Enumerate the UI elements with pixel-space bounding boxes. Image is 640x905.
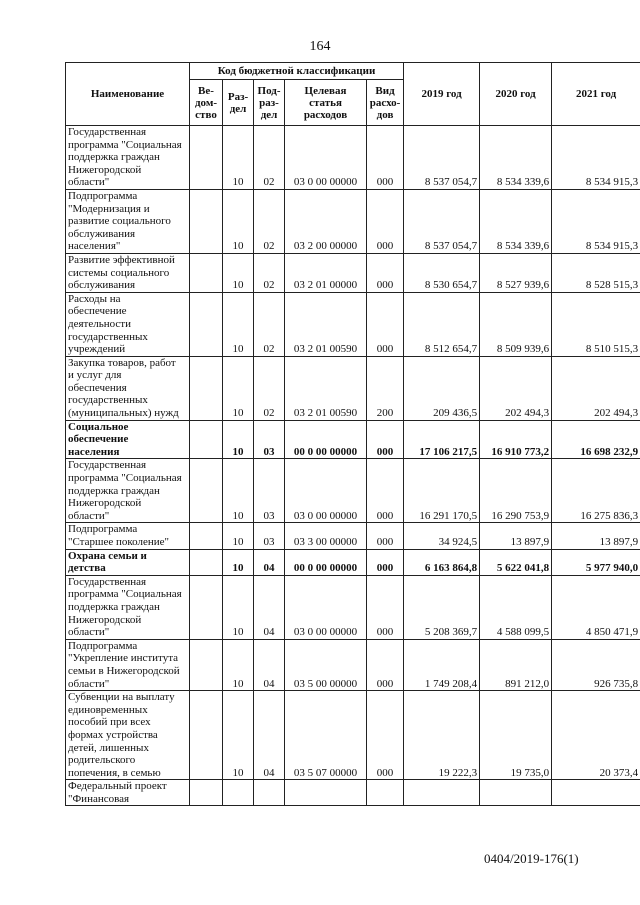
row-vedomstvo <box>190 459 223 523</box>
table-row <box>66 420 640 459</box>
row-value-2020: 16 910 773,2 <box>480 420 552 459</box>
row-vedomstvo <box>190 780 223 806</box>
row-name: Охрана семьи и детства <box>66 549 190 575</box>
row-vedomstvo <box>190 189 223 253</box>
row-expense-type: 000 <box>367 189 404 253</box>
table-body <box>66 126 640 806</box>
row-value-2019: 8 537 054,7 <box>404 126 480 190</box>
row-razdel: 10 <box>223 691 254 780</box>
table-row <box>66 639 640 690</box>
row-value-2020: 5 622 041,8 <box>480 549 552 575</box>
row-vedomstvo <box>190 549 223 575</box>
row-vedomstvo <box>190 575 223 639</box>
table-row <box>66 459 640 523</box>
table-row <box>66 780 640 806</box>
page-number: 164 <box>309 39 331 54</box>
row-value-2021 <box>552 780 640 806</box>
row-value-2019: 5 208 369,7 <box>404 575 480 639</box>
row-podrazdel: 02 <box>254 253 285 292</box>
table-row <box>66 549 640 575</box>
header-code-group: Код бюджетной классификации <box>190 63 404 80</box>
row-value-2020 <box>480 780 552 806</box>
row-vedomstvo <box>190 126 223 190</box>
row-podrazdel: 03 <box>254 523 285 549</box>
budget-table <box>65 62 640 806</box>
row-name: Государственная программа "Социальная поддержка граждан Нижегородской области" <box>66 575 190 639</box>
table-row <box>66 575 640 639</box>
row-target-article: 03 0 00 00000 <box>285 459 367 523</box>
row-value-2020: 8 534 339,6 <box>480 126 552 190</box>
row-name: Субвенции на выплату единовременных пособий при всех формах устройства детей, лишенных родительского попечения, в семью <box>66 691 190 780</box>
row-value-2019 <box>404 780 480 806</box>
row-razdel: 10 <box>223 126 254 190</box>
row-value-2019: 209 436,5 <box>404 356 480 420</box>
row-target-article: 03 0 00 00000 <box>285 126 367 190</box>
row-value-2021: 8 534 915,3 <box>552 189 640 253</box>
header-vedomstvo: Ве- дом- ство <box>190 80 223 126</box>
row-podrazdel: 04 <box>254 639 285 690</box>
row-value-2020: 202 494,3 <box>480 356 552 420</box>
row-value-2021: 13 897,9 <box>552 523 640 549</box>
header-target: Целевая статья расходов <box>285 80 367 126</box>
row-vedomstvo <box>190 691 223 780</box>
table-row <box>66 126 640 190</box>
row-name: Подпрограмма "Модернизация и развитие социального обслуживания населения" <box>66 189 190 253</box>
row-razdel: 10 <box>223 356 254 420</box>
row-razdel: 10 <box>223 420 254 459</box>
row-expense-type: 000 <box>367 420 404 459</box>
row-value-2020: 891 212,0 <box>480 639 552 690</box>
row-podrazdel: 02 <box>254 189 285 253</box>
row-expense-type: 000 <box>367 126 404 190</box>
row-value-2021: 20 373,4 <box>552 691 640 780</box>
row-value-2021: 8 528 515,3 <box>552 253 640 292</box>
header-vid: Вид расхо- дов <box>367 80 404 126</box>
row-vedomstvo <box>190 639 223 690</box>
header-name: Наименование <box>66 63 190 126</box>
row-expense-type: 200 <box>367 356 404 420</box>
row-expense-type: 000 <box>367 292 404 356</box>
row-value-2021: 926 735,8 <box>552 639 640 690</box>
table-row <box>66 691 640 780</box>
row-target-article: 00 0 00 00000 <box>285 420 367 459</box>
row-razdel: 10 <box>223 292 254 356</box>
row-razdel: 10 <box>223 253 254 292</box>
row-podrazdel: 02 <box>254 292 285 356</box>
row-target-article: 03 5 00 00000 <box>285 639 367 690</box>
header-2020: 2020 год <box>480 63 552 126</box>
row-target-article: 03 2 01 00590 <box>285 292 367 356</box>
row-value-2019: 6 163 864,8 <box>404 549 480 575</box>
row-name: Социальное обеспечение населения <box>66 420 190 459</box>
row-value-2021: 5 977 940,0 <box>552 549 640 575</box>
table-row <box>66 292 640 356</box>
row-vedomstvo <box>190 292 223 356</box>
row-expense-type: 000 <box>367 253 404 292</box>
row-razdel: 10 <box>223 549 254 575</box>
row-value-2020: 8 509 939,6 <box>480 292 552 356</box>
row-value-2019: 17 106 217,5 <box>404 420 480 459</box>
row-value-2019: 8 530 654,7 <box>404 253 480 292</box>
row-razdel: 10 <box>223 575 254 639</box>
row-podrazdel <box>254 780 285 806</box>
row-podrazdel: 04 <box>254 549 285 575</box>
row-razdel: 10 <box>223 639 254 690</box>
row-target-article: 03 2 01 00000 <box>285 253 367 292</box>
header-2021: 2021 год <box>552 63 640 126</box>
row-target-article: 00 0 00 00000 <box>285 549 367 575</box>
row-razdel: 10 <box>223 459 254 523</box>
row-target-article: 03 0 00 00000 <box>285 575 367 639</box>
row-expense-type: 000 <box>367 549 404 575</box>
row-name: Государственная программа "Социальная поддержка граждан Нижегородской области" <box>66 459 190 523</box>
row-value-2019: 1 749 208,4 <box>404 639 480 690</box>
row-value-2020: 16 290 753,9 <box>480 459 552 523</box>
row-name: Развитие эффективной системы социального обслуживания <box>66 253 190 292</box>
row-podrazdel: 03 <box>254 459 285 523</box>
row-value-2019: 8 512 654,7 <box>404 292 480 356</box>
row-expense-type: 000 <box>367 459 404 523</box>
row-expense-type: 000 <box>367 691 404 780</box>
row-value-2019: 16 291 170,5 <box>404 459 480 523</box>
table-row <box>66 523 640 549</box>
row-value-2021: 8 534 915,3 <box>552 126 640 190</box>
row-value-2019: 8 537 054,7 <box>404 189 480 253</box>
row-target-article: 03 3 00 00000 <box>285 523 367 549</box>
row-expense-type <box>367 780 404 806</box>
row-name: Закупка товаров, работ и услуг для обеспечения государственных (муниципальных) нужд <box>66 356 190 420</box>
row-target-article: 03 2 00 00000 <box>285 189 367 253</box>
row-expense-type: 000 <box>367 523 404 549</box>
row-value-2021: 16 275 836,3 <box>552 459 640 523</box>
table-row <box>66 253 640 292</box>
row-podrazdel: 04 <box>254 575 285 639</box>
row-name: Подпрограмма "Старшее поколение" <box>66 523 190 549</box>
row-value-2020: 4 588 099,5 <box>480 575 552 639</box>
header-razdel: Раз- дел <box>223 80 254 126</box>
row-podrazdel: 02 <box>254 356 285 420</box>
row-value-2021: 8 510 515,3 <box>552 292 640 356</box>
row-value-2021: 16 698 232,9 <box>552 420 640 459</box>
row-vedomstvo <box>190 253 223 292</box>
row-value-2020: 8 534 339,6 <box>480 189 552 253</box>
row-name: Государственная программа "Социальная поддержка граждан Нижегородской области" <box>66 126 190 190</box>
row-name: Расходы на обеспечение деятельности государственных учреждений <box>66 292 190 356</box>
row-target-article: 03 2 01 00590 <box>285 356 367 420</box>
row-value-2021: 4 850 471,9 <box>552 575 640 639</box>
row-value-2019: 19 222,3 <box>404 691 480 780</box>
document-code: 0404/2019-176(1) <box>484 851 579 866</box>
row-value-2021: 202 494,3 <box>552 356 640 420</box>
row-vedomstvo <box>190 420 223 459</box>
row-value-2019: 34 924,5 <box>404 523 480 549</box>
row-value-2020: 13 897,9 <box>480 523 552 549</box>
header-podrazdel: Под- раз- дел <box>254 80 285 126</box>
row-expense-type: 000 <box>367 575 404 639</box>
row-razdel: 10 <box>223 189 254 253</box>
row-vedomstvo <box>190 356 223 420</box>
row-vedomstvo <box>190 523 223 549</box>
row-name: Федеральный проект "Финансовая <box>66 780 190 806</box>
header-2019: 2019 год <box>404 63 480 126</box>
row-target-article <box>285 780 367 806</box>
table-row <box>66 189 640 253</box>
row-expense-type: 000 <box>367 639 404 690</box>
table-row <box>66 356 640 420</box>
row-value-2020: 19 735,0 <box>480 691 552 780</box>
row-razdel <box>223 780 254 806</box>
row-podrazdel: 02 <box>254 126 285 190</box>
row-value-2020: 8 527 939,6 <box>480 253 552 292</box>
row-podrazdel: 03 <box>254 420 285 459</box>
row-razdel: 10 <box>223 523 254 549</box>
row-name: Подпрограмма "Укрепление института семьи в Нижегородской области" <box>66 639 190 690</box>
row-target-article: 03 5 07 00000 <box>285 691 367 780</box>
row-podrazdel: 04 <box>254 691 285 780</box>
